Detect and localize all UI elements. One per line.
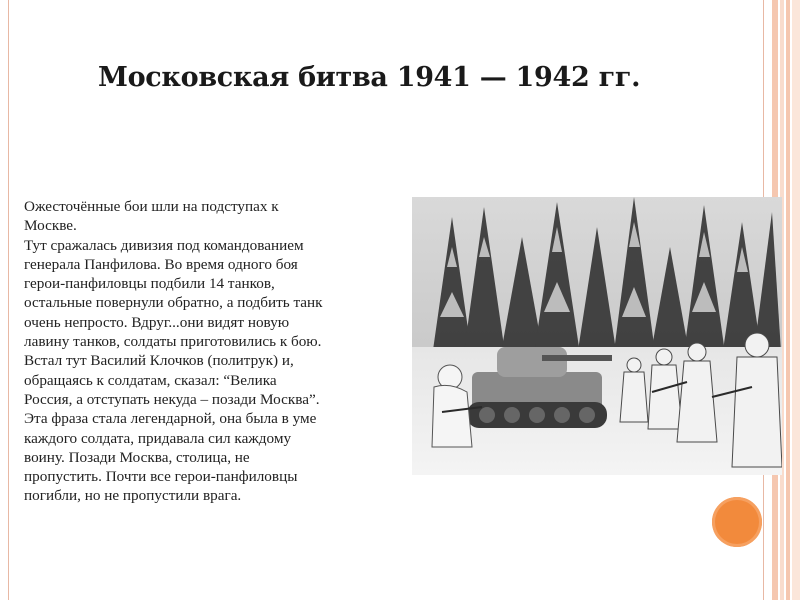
body-line: очень непросто. Вдруг...они видят новую bbox=[24, 313, 290, 331]
body-line: лавину танков, солдаты приготовились к бою. bbox=[24, 333, 322, 351]
body-line: Россия, а отступать некуда – позади Москва”. bbox=[24, 390, 320, 408]
body-line: погибли, но не пропустили врага. bbox=[24, 487, 242, 505]
body-line: воину. Позади Москва, столица, не bbox=[24, 448, 250, 466]
slide-title: Московская битва 1941 — 1942 гг. bbox=[98, 62, 641, 93]
decor-stripe bbox=[792, 0, 800, 600]
body-text bbox=[24, 197, 416, 506]
body-line: пропустить. Почти все герои-панфиловцы bbox=[24, 468, 298, 486]
body-line: обращаясь к солдатам, сказал: “Велика bbox=[24, 371, 277, 389]
decor-stripe bbox=[786, 0, 790, 600]
body-line: герои-панфиловцы подбили 14 танков, bbox=[24, 275, 275, 293]
body-line: Эта фраза стала легендарной, она была в уме bbox=[24, 410, 317, 428]
body-line: каждого солдата, придавала сил каждому bbox=[24, 429, 292, 447]
battle-photo bbox=[412, 197, 782, 475]
body-line: остальные повернули обратно, а подбить танк bbox=[24, 294, 323, 312]
body-line: Москве. bbox=[24, 217, 77, 235]
body-line: генерала Панфилова. Во время одного боя bbox=[24, 255, 298, 273]
body-line: Ожесточённые бои шли на подступах к bbox=[24, 198, 279, 215]
orange-circle-decoration bbox=[712, 497, 762, 547]
body-line: Встал тут Василий Клочков (политрук) и, bbox=[24, 352, 294, 370]
body-line: Тут сражалась дивизия под командованием bbox=[24, 236, 304, 254]
